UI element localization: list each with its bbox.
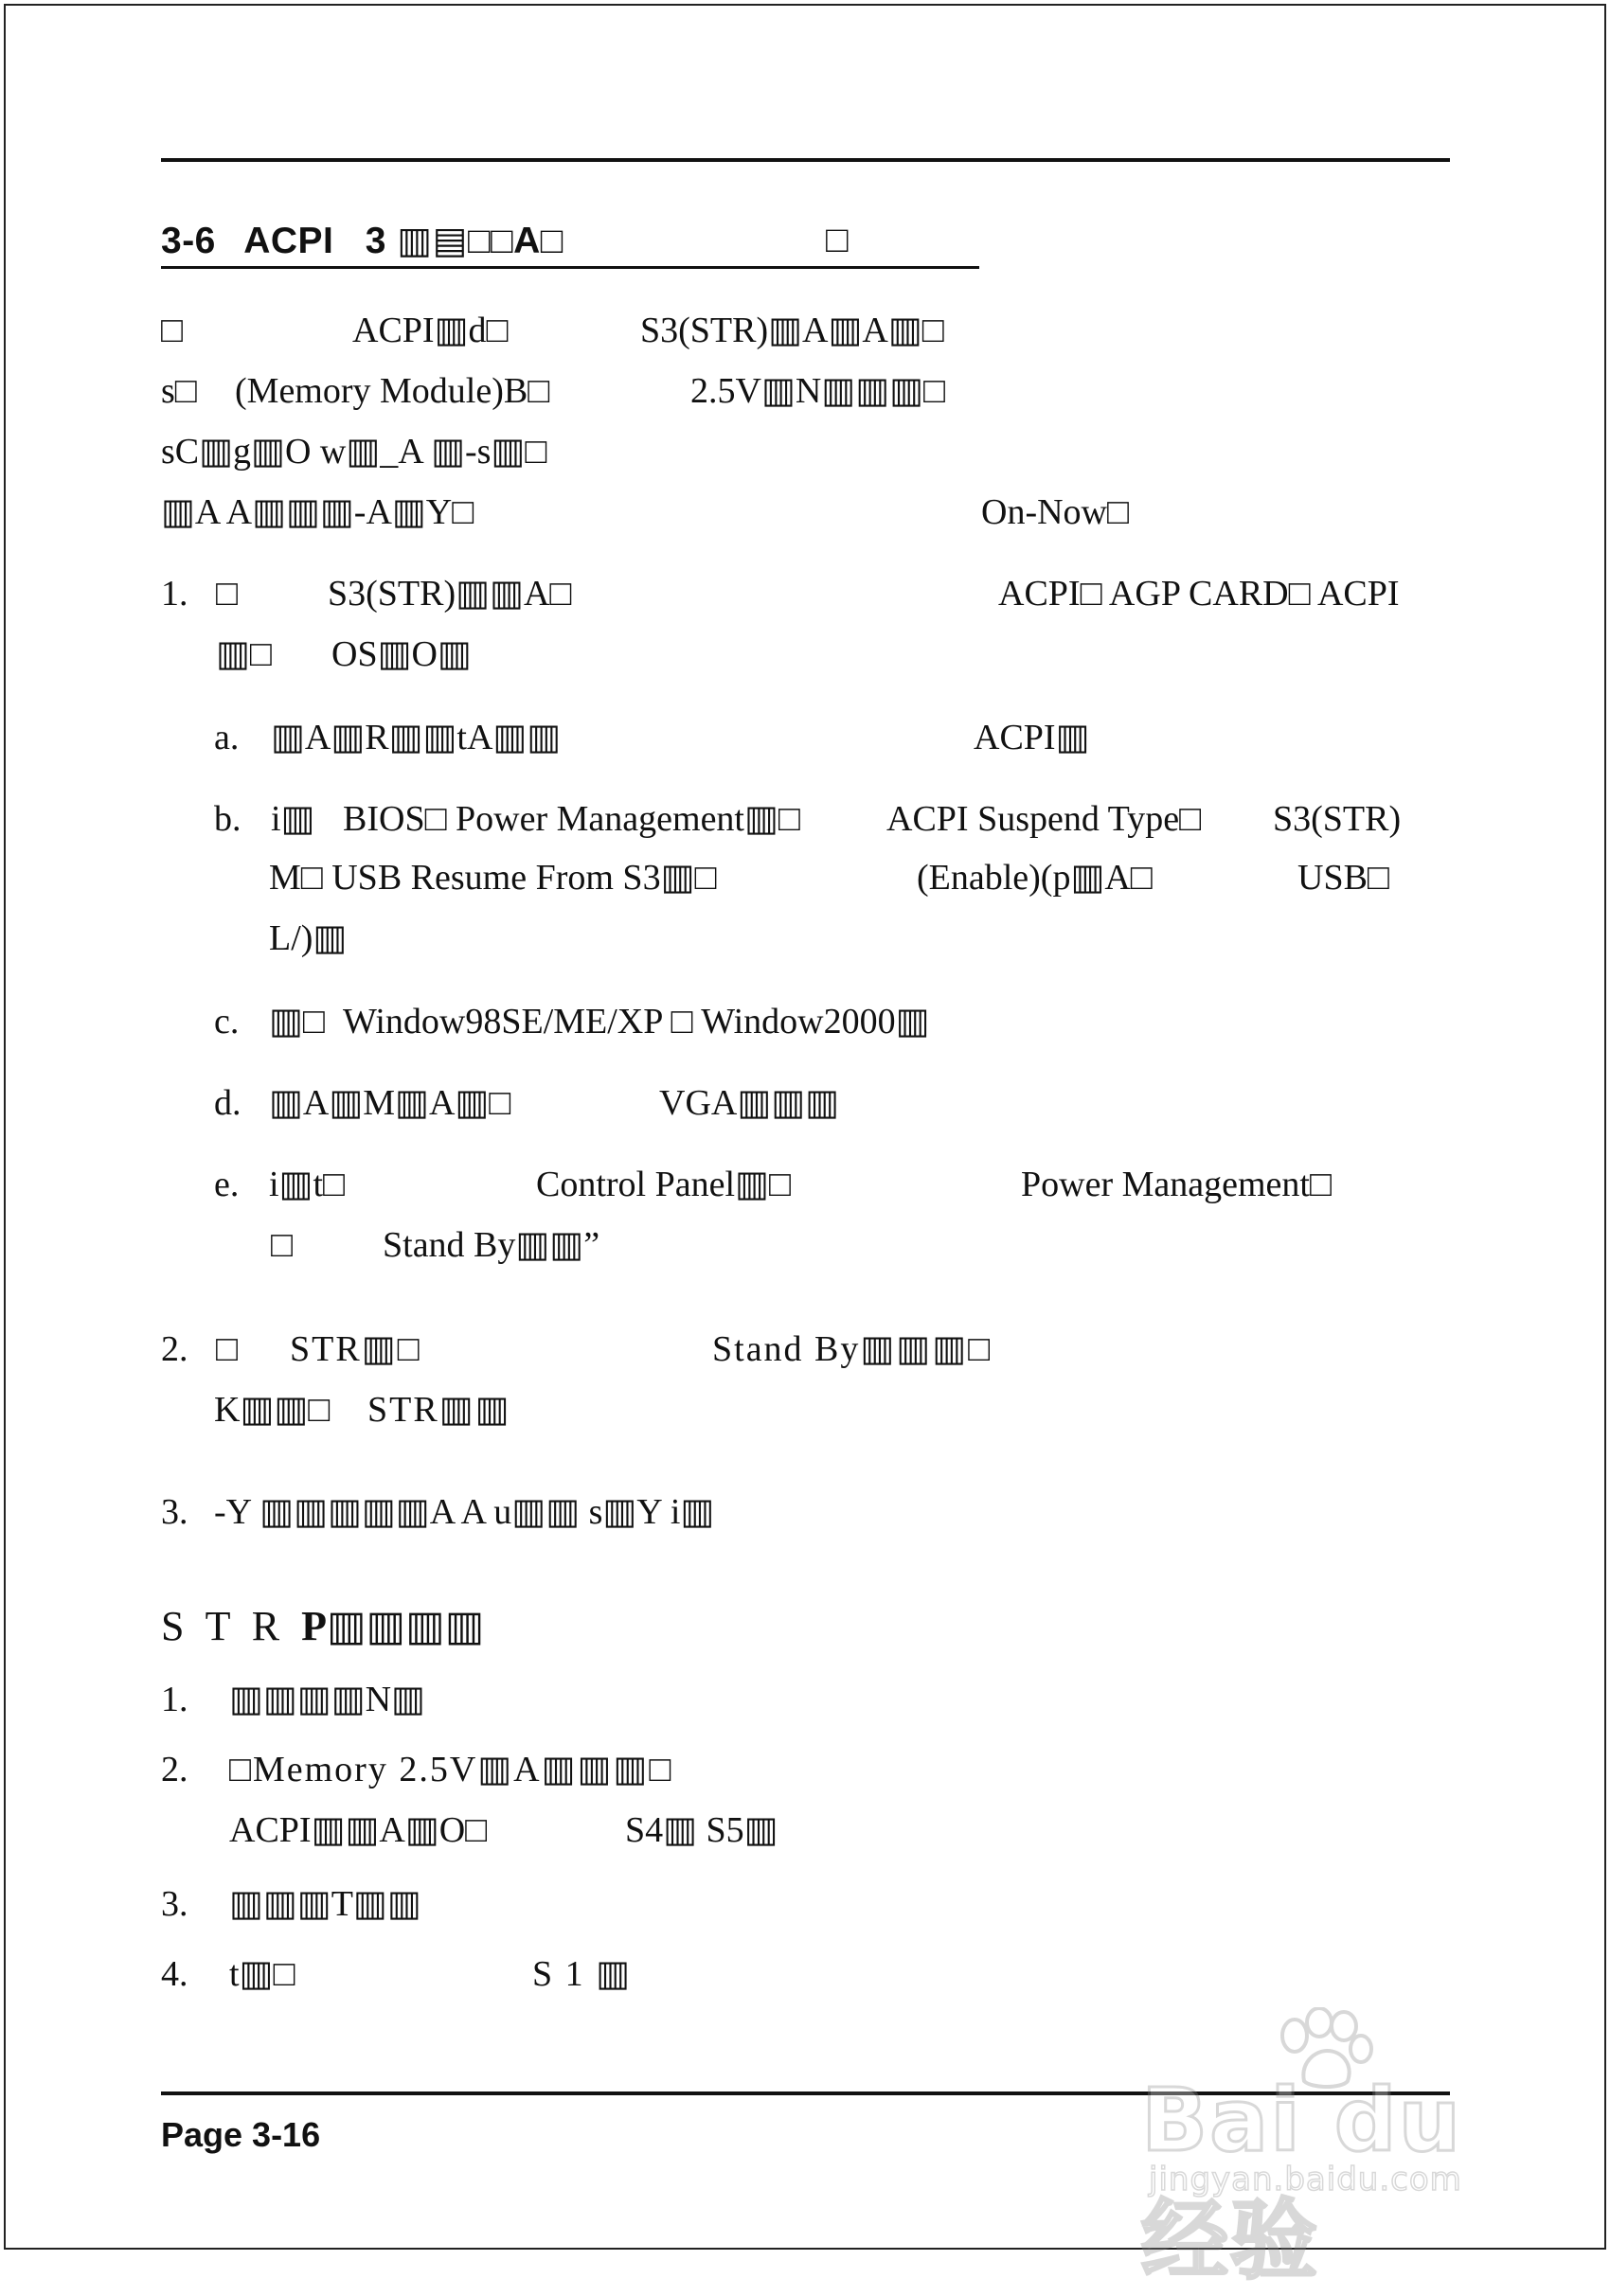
intro-line-1b: ACPI▥d□ bbox=[352, 311, 509, 350]
str-item-3-text: ▥▥▥T▥▥ bbox=[229, 1884, 421, 1924]
subitem-e-text-2: Control Panel▥□ bbox=[536, 1165, 791, 1204]
subitem-d-label: d. bbox=[214, 1083, 242, 1123]
intro-line-1c: S3(STR)▥A▥A▥□ bbox=[640, 311, 944, 350]
item-2-number: 2. bbox=[161, 1329, 188, 1369]
subitem-e-line-2a: □ bbox=[271, 1225, 293, 1265]
subitem-e-text-3: Power Management□ bbox=[1021, 1165, 1332, 1204]
item-1-line-2a: ▥□ bbox=[216, 634, 272, 674]
item-1-line-2b: OS▥O▥ bbox=[331, 634, 472, 674]
subitem-b-line-3: L/)▥ bbox=[269, 918, 348, 958]
intro-line-4a: ▥A A▥▥▥-A▥Y□ bbox=[161, 492, 474, 532]
subitem-b-text-3: ACPI Suspend Type□ bbox=[886, 799, 1202, 839]
section-title: 3 ▥▤□□A□ bbox=[365, 221, 564, 261]
item-3-text: -Y ▥▥▥▥▥A A u▥▥ s▥Y i▥ bbox=[214, 1492, 715, 1532]
subitem-d-text-2: VGA▥▥▥ bbox=[659, 1083, 840, 1123]
subitem-b-text-1: i▥ bbox=[271, 799, 315, 839]
item-1-text-c: ACPI□ AGP CARD□ ACPI bbox=[998, 574, 1400, 614]
section-number: 3-6 bbox=[161, 221, 216, 261]
str-heading-title: P▥▥▥▥ bbox=[301, 1603, 485, 1649]
subitem-a-text-1: ▥A▥R▥▥tA▥▥ bbox=[271, 718, 562, 757]
intro-line-2c: 2.5V▥N▥▥▥□ bbox=[690, 371, 945, 411]
section-heading bbox=[161, 220, 564, 262]
intro-line-2a: s□ bbox=[161, 371, 197, 411]
page-number: Page 3-16 bbox=[161, 2115, 321, 2154]
subitem-b-line-2c: USB□ bbox=[1297, 858, 1389, 898]
intro-line-3: sC▥g▥O w▥_A ▥-s▥□ bbox=[161, 432, 547, 472]
item-3-number: 3. bbox=[161, 1492, 188, 1532]
subitem-c-text-2: Window98SE/ME/XP □ Window2000▥ bbox=[343, 1002, 930, 1041]
subitem-e-text-1: i▥t□ bbox=[269, 1165, 345, 1204]
subitem-c-text-1: ▥□ bbox=[269, 1002, 325, 1041]
watermark-url: jingyan.baidu.com bbox=[1149, 2161, 1462, 2198]
section-heading-tail: □ bbox=[826, 220, 850, 260]
item-1-text-a: □ bbox=[216, 574, 238, 614]
subitem-b-line-2a: M□ USB Resume From S3▥□ bbox=[269, 858, 717, 898]
str-item-1-number: 1. bbox=[161, 1680, 188, 1719]
subitem-a-text-2: ACPI▥ bbox=[974, 718, 1090, 757]
item-1-number: 1. bbox=[161, 574, 188, 614]
item-1-text-b: S3(STR)▥▥A□ bbox=[328, 574, 572, 614]
baidu-watermark bbox=[1141, 2007, 1520, 2291]
str-item-3-number: 3. bbox=[161, 1884, 188, 1924]
subitem-b-label: b. bbox=[214, 799, 242, 839]
watermark-brand: Bai du 经验 bbox=[1141, 2070, 1463, 2291]
str-item-2-line-2a: ACPI▥▥A▥O□ bbox=[229, 1810, 488, 1850]
str-heading-letters: S T R bbox=[161, 1603, 286, 1649]
item-2-text-b: STR▥□ bbox=[290, 1329, 421, 1369]
intro-line-2b: (Memory Module)B□ bbox=[235, 371, 550, 411]
item-2-line-2a: K▥▥□ bbox=[214, 1390, 331, 1430]
top-rule bbox=[161, 158, 1450, 162]
str-item-4-number: 4. bbox=[161, 1954, 188, 1994]
str-item-4-text-b: S 1 ▥ bbox=[532, 1954, 633, 1994]
heading-underline bbox=[161, 266, 979, 269]
str-item-2-number: 2. bbox=[161, 1750, 188, 1789]
intro-line-4b: On-Now□ bbox=[981, 492, 1129, 532]
subitem-b-text-2: BIOS□ Power Management▥□ bbox=[343, 799, 800, 839]
item-2-line-2b: STR▥▥ bbox=[367, 1390, 511, 1430]
subitem-e-line-2b: Stand By▥▥” bbox=[383, 1225, 600, 1265]
item-2-text-a: □ bbox=[216, 1329, 238, 1369]
subitem-a-label: a. bbox=[214, 718, 240, 757]
item-2-text-c: Stand By▥▥▥□ bbox=[712, 1329, 993, 1369]
subitem-c-label: c. bbox=[214, 1002, 240, 1041]
subitem-e-label: e. bbox=[214, 1165, 240, 1204]
str-section-heading bbox=[161, 1602, 484, 1650]
str-item-2-line-2b: S4▥ S5▥ bbox=[625, 1810, 778, 1850]
intro-line-1a: □ bbox=[161, 311, 183, 350]
subitem-b-text-4: S3(STR) bbox=[1273, 799, 1402, 839]
section-acpi: ACPI bbox=[243, 221, 334, 261]
subitem-b-line-2b: (Enable)(p▥A□ bbox=[917, 858, 1153, 898]
str-item-1-text: ▥▥▥▥N▥ bbox=[229, 1680, 425, 1719]
subitem-d-text-1: ▥A▥M▥A▥□ bbox=[269, 1083, 511, 1123]
str-item-2-text-a: □Memory 2.5V▥A▥▥▥□ bbox=[229, 1750, 673, 1789]
str-item-4-text-a: t▥□ bbox=[229, 1954, 295, 1994]
